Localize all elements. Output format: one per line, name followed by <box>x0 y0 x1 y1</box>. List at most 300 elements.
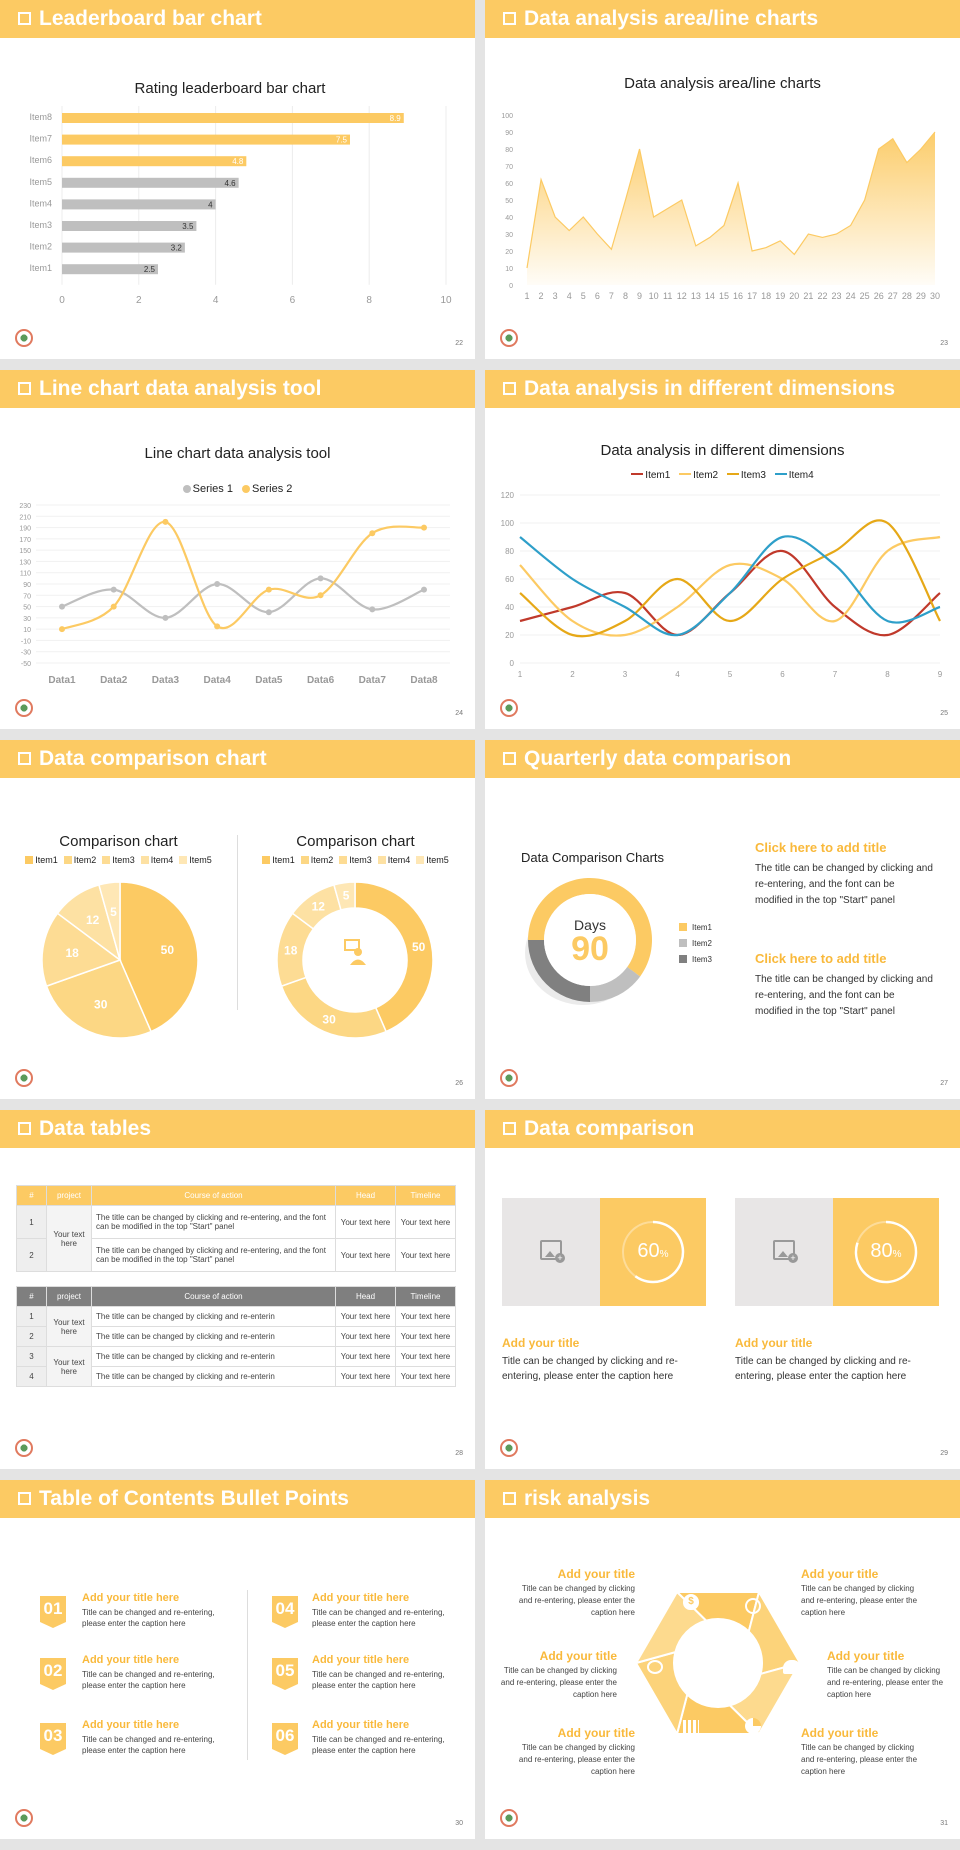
risk-title[interactable]: Add your title <box>827 1649 905 1663</box>
toc-item <box>82 1654 232 1691</box>
y-tick-label: -10 <box>20 638 31 646</box>
block-text: The title can be changed by clicking and re-entering, and the font can be modified in the top "Start" panel <box>755 863 933 906</box>
cell-project: Your text here <box>47 1347 92 1387</box>
legend-swatch <box>339 856 347 864</box>
add-image-icon[interactable]: + <box>540 1240 562 1260</box>
logo-icon <box>15 699 33 717</box>
column-header: Head <box>336 1186 396 1206</box>
x-tick-label: Data5 <box>255 675 283 686</box>
data-point <box>369 530 375 536</box>
data-point <box>162 615 168 621</box>
slide-title: Data comparison <box>524 1117 695 1140</box>
x-tick-label: 4 <box>212 294 219 306</box>
series-line <box>520 520 940 636</box>
chart-legend <box>679 920 715 968</box>
cell-project: Your text here <box>47 1206 92 1272</box>
legend-swatch <box>378 856 386 864</box>
column-header: # <box>17 1287 47 1307</box>
logo-icon <box>15 1439 33 1457</box>
page-number: 31 <box>940 1820 948 1827</box>
card-title[interactable]: Add your title <box>502 1336 580 1350</box>
cell-timeline: Your text here <box>396 1347 456 1367</box>
risk-title[interactable]: Add your title <box>801 1726 879 1740</box>
legend-item <box>679 952 715 968</box>
toc-title[interactable]: Add your title here <box>312 1719 410 1731</box>
x-tick-label: 23 <box>831 291 842 301</box>
x-tick-label: 19 <box>775 291 786 301</box>
legend-item <box>631 470 670 481</box>
risk-title[interactable]: Add your title <box>801 1567 879 1581</box>
cell-number: 1 <box>17 1206 47 1239</box>
coins-icon <box>745 1598 761 1614</box>
column-header: # <box>17 1186 47 1206</box>
y-tick-label: Item2 <box>29 241 52 252</box>
cell-action: The title can be changed by clicking and re-enterin <box>92 1367 336 1387</box>
cell-action: The title can be changed by clicking and re-entering, and the font can be modified in the top "Start" panel <box>92 1206 336 1239</box>
y-tick-label: 70 <box>505 164 513 171</box>
checkbox-icon <box>18 382 31 395</box>
legend-label: Item4 <box>788 470 814 481</box>
slide-title: Leaderboard bar chart <box>39 7 262 30</box>
bar <box>62 135 350 145</box>
legend-item <box>727 470 766 481</box>
x-tick-label: 8 <box>622 291 628 301</box>
add-image-icon[interactable]: + <box>773 1240 795 1260</box>
legend-swatch <box>262 856 270 864</box>
legend-label: Series 1 <box>192 483 233 495</box>
legend-label: Item3 <box>692 955 713 964</box>
data-point <box>214 623 220 629</box>
text-block <box>755 951 935 1020</box>
y-tick-label: 20 <box>505 631 514 640</box>
x-tick-label: 24 <box>845 291 856 301</box>
series-line <box>62 522 424 629</box>
x-tick-label: Data4 <box>203 675 231 686</box>
days-value: 90 <box>571 930 609 968</box>
chart-legend <box>485 470 960 481</box>
data-point <box>421 525 427 531</box>
y-tick-label: 190 <box>19 525 31 533</box>
slide-22[interactable] <box>0 0 475 359</box>
x-tick-label: Data8 <box>410 675 438 686</box>
slide-title: Data analysis in different dimensions <box>524 377 896 400</box>
risk-caption: Title can be changed by clicking and re-entering, please enter the caption here <box>827 1666 944 1699</box>
risk-caption: Title can be changed by clicking and re-entering, please enter the caption here <box>518 1743 635 1776</box>
y-tick-label: -50 <box>20 661 31 668</box>
toc-title[interactable]: Add your title here <box>82 1719 180 1731</box>
legend-swatch <box>183 485 191 493</box>
legend-label: Item5 <box>189 855 212 865</box>
bar <box>62 113 404 123</box>
checkbox-icon <box>18 1492 31 1505</box>
legend-label: Series 2 <box>252 483 293 495</box>
slide-title: Line chart data analysis tool <box>39 377 322 400</box>
legend-item <box>102 855 135 865</box>
block-text: The title can be changed by clicking and re-entering, and the font can be modified in the top "Start" panel <box>755 974 933 1017</box>
x-tick-label: 9 <box>637 291 643 301</box>
risk-item <box>515 1727 635 1778</box>
legend-swatch <box>64 856 72 864</box>
line-chart <box>0 500 475 700</box>
x-tick-label: 26 <box>873 291 884 301</box>
x-tick-label: 1 <box>517 670 523 679</box>
legend-swatch <box>679 473 691 475</box>
cell-project: Your text here <box>47 1307 92 1347</box>
logo-icon <box>500 1069 518 1087</box>
comparison-card-2 <box>735 1198 939 1306</box>
data-point <box>59 604 65 610</box>
legend-item <box>25 855 58 865</box>
x-tick-label: 22 <box>817 291 828 301</box>
checkbox-icon <box>503 1122 516 1135</box>
cell-head: Your text here <box>336 1347 396 1367</box>
legend-label: Item3 <box>349 855 372 865</box>
slide-30[interactable] <box>0 1480 475 1839</box>
cell-number: 1 <box>17 1307 47 1327</box>
data-point <box>266 609 272 615</box>
toc-caption: Title can be changed and re-entering, please enter the caption here <box>312 1735 445 1755</box>
x-tick-label: 30 <box>929 291 941 301</box>
y-tick-label: 90 <box>505 130 513 137</box>
y-tick-label: -30 <box>20 649 31 657</box>
checkbox-icon <box>18 752 31 765</box>
block-title[interactable]: Click here to add title <box>755 951 887 966</box>
slide-title: Data analysis area/line charts <box>524 7 819 30</box>
cell-number: 2 <box>17 1327 47 1347</box>
legend-swatch <box>141 856 149 864</box>
cell-number: 4 <box>17 1367 47 1387</box>
y-tick-label: Item8 <box>29 112 52 122</box>
slide-27[interactable] <box>485 740 960 1099</box>
slide-29[interactable] <box>485 1110 960 1469</box>
legend-label: Item2 <box>692 939 713 948</box>
toc-title[interactable]: Add your title here <box>82 1654 180 1666</box>
column-header: Course of action <box>92 1287 336 1307</box>
toc-title[interactable]: Add your title here <box>312 1654 410 1666</box>
page-number: 29 <box>940 1450 948 1457</box>
percent-panel <box>833 1198 939 1306</box>
risk-item <box>801 1727 921 1778</box>
y-tick-label: 50 <box>23 604 31 612</box>
data-table-2 <box>16 1286 456 1387</box>
column-header: project <box>47 1287 92 1307</box>
logo-icon <box>15 1809 33 1827</box>
legend-swatch <box>679 939 687 947</box>
y-tick-label: 230 <box>19 503 31 510</box>
data-label: 3.2 <box>170 243 182 253</box>
percent-panel <box>600 1198 706 1306</box>
legend-item <box>141 855 174 865</box>
legend-swatch <box>416 856 424 864</box>
bar <box>62 178 239 188</box>
legend-label: Item2 <box>693 470 719 481</box>
risk-caption: Title can be changed by clicking and re-entering, please enter the caption here <box>801 1743 918 1776</box>
y-tick-label: Item4 <box>29 198 52 209</box>
card-text-1 <box>502 1336 712 1384</box>
toc-title[interactable]: Add your title here <box>82 1592 180 1604</box>
y-tick-label: 150 <box>19 548 31 556</box>
x-tick-label: 5 <box>580 291 586 301</box>
slide-28[interactable] <box>0 1110 475 1469</box>
x-tick-label: 3 <box>552 291 558 301</box>
slide-header <box>0 1110 475 1148</box>
y-tick-label: 110 <box>19 570 31 578</box>
data-label: 7.5 <box>335 135 347 145</box>
x-tick-label: 3 <box>622 670 628 679</box>
cell-action: The title can be changed by clicking and re-enterin <box>92 1347 336 1367</box>
cell-head: Your text here <box>336 1239 396 1272</box>
percent-number: 60 <box>637 1240 660 1262</box>
bar-chart <box>0 100 475 320</box>
page-number: 25 <box>940 710 948 717</box>
x-tick-label: 4 <box>675 670 680 679</box>
chart-title-left: Comparison chart <box>59 833 178 850</box>
legend-swatch <box>179 856 187 864</box>
y-tick-label: 210 <box>19 514 31 522</box>
x-tick-label: 11 <box>663 291 673 301</box>
y-tick-label: 0 <box>509 283 513 290</box>
cell-action: The title can be changed by clicking and re-entering, and the font can be modified in the top "Start" panel <box>92 1239 336 1272</box>
card-caption: Title can be changed by clicking and re-entering, please enter the caption here <box>735 1356 911 1382</box>
y-tick-label: 50 <box>505 198 513 205</box>
slide-header <box>485 1110 960 1148</box>
legend-item <box>301 855 334 865</box>
legend-label: Item4 <box>387 855 411 865</box>
toc-item <box>312 1592 462 1629</box>
logo-icon <box>500 1439 518 1457</box>
x-tick-label: Data1 <box>48 675 76 686</box>
image-placeholder[interactable] <box>735 1198 833 1306</box>
legend-label: Item1 <box>35 855 58 865</box>
table-row <box>17 1307 456 1327</box>
legend-item <box>416 855 449 865</box>
toc-item <box>82 1719 232 1756</box>
data-point <box>266 587 272 593</box>
x-tick-label: 6 <box>594 291 600 301</box>
page-number: 23 <box>940 340 948 347</box>
x-tick-label: 8 <box>885 670 890 679</box>
x-tick-label: 27 <box>887 291 898 301</box>
y-tick-label: 40 <box>505 215 513 222</box>
slide-header <box>0 0 475 38</box>
cell-head: Your text here <box>336 1307 396 1327</box>
cell-action: The title can be changed by clicking and re-enterin <box>92 1327 336 1347</box>
chart-legend-right <box>237 855 474 865</box>
page-number: 27 <box>940 1080 948 1087</box>
chart-title: Data analysis in different dimensions <box>600 442 845 459</box>
y-tick-label: 80 <box>505 547 514 556</box>
legend-swatch <box>102 856 110 864</box>
cycle-center <box>676 1621 760 1705</box>
x-tick-label: 14 <box>704 291 715 301</box>
percent-sign: % <box>659 1249 669 1260</box>
slice-label: 50 <box>411 939 426 954</box>
toc-item <box>312 1719 462 1756</box>
y-tick-label: 40 <box>505 603 514 612</box>
logo-icon <box>500 329 518 347</box>
percent-value <box>833 1240 939 1263</box>
risk-caption: Title can be changed by clicking and re-entering, please enter the caption here <box>518 1584 635 1617</box>
logo-icon <box>15 1069 33 1087</box>
slice-label: 30 <box>322 1012 336 1027</box>
y-tick-label: 80 <box>505 147 513 154</box>
multi-line-chart <box>485 485 960 700</box>
cell-timeline: Your text here <box>396 1206 456 1239</box>
slide-header <box>485 0 960 38</box>
y-tick-label: 170 <box>19 536 31 544</box>
team-icon <box>783 1660 801 1674</box>
checkbox-icon <box>503 752 516 765</box>
checkbox-icon <box>503 382 516 395</box>
chart-title: Rating leaderboard bar chart <box>134 80 326 97</box>
slide-title: risk analysis <box>524 1487 651 1510</box>
legend-label: Item2 <box>73 855 97 865</box>
logo-icon <box>500 1809 518 1827</box>
page-number: 30 <box>455 1820 463 1827</box>
page-number: 22 <box>455 340 463 347</box>
moneybag-icon: $ <box>683 1594 699 1610</box>
toc-caption: Title can be changed and re-entering, please enter the caption here <box>82 1608 215 1628</box>
x-tick-label: 8 <box>366 294 372 306</box>
image-placeholder[interactable] <box>502 1198 600 1306</box>
cell-timeline: Your text here <box>396 1239 456 1272</box>
legend-item <box>679 470 718 481</box>
data-point <box>214 581 220 587</box>
risk-item <box>827 1650 947 1701</box>
days-label: Days <box>574 917 606 933</box>
area-chart <box>485 105 960 310</box>
handshake-icon <box>647 1660 663 1674</box>
legend-swatch <box>25 856 33 864</box>
y-tick-label: 120 <box>500 491 514 500</box>
y-tick-label: Item7 <box>29 133 52 144</box>
x-tick-label: 17 <box>747 291 758 301</box>
x-tick-label: 1 <box>524 291 530 301</box>
slide-header <box>485 370 960 408</box>
legend-item <box>179 855 212 865</box>
y-tick-label: 130 <box>19 559 31 567</box>
y-tick-label: 10 <box>23 627 31 635</box>
data-point <box>318 592 324 598</box>
slice-label: 12 <box>85 913 100 928</box>
data-point <box>111 604 117 610</box>
x-tick-label: 12 <box>676 291 687 301</box>
legend-item <box>378 855 411 865</box>
table-header-row <box>17 1287 456 1307</box>
data-point <box>59 626 65 632</box>
block-title[interactable]: Click here to add title <box>755 840 887 855</box>
risk-title[interactable]: Add your title <box>539 1649 617 1663</box>
risk-caption: Title can be changed by clicking and re-entering, please enter the caption here <box>500 1666 617 1699</box>
percent-number: 80 <box>870 1240 893 1262</box>
column-header: Course of action <box>92 1186 336 1206</box>
card-title[interactable]: Add your title <box>735 1336 813 1350</box>
data-point <box>369 606 375 612</box>
x-tick-label: 16 <box>733 291 744 301</box>
page-number: 28 <box>455 1450 463 1457</box>
x-tick-label: Data7 <box>358 675 386 686</box>
slice-label: 5 <box>110 905 117 920</box>
chart-legend <box>0 483 475 495</box>
x-tick-label: 7 <box>832 670 838 679</box>
toc-number-badge: 04 <box>272 1596 298 1622</box>
data-point <box>318 575 324 581</box>
x-tick-label: 10 <box>648 291 659 301</box>
legend-item <box>679 920 715 936</box>
legend-item <box>64 855 97 865</box>
slice-label: 18 <box>284 943 298 958</box>
x-tick-label: 29 <box>915 291 926 301</box>
data-label: 4 <box>208 200 213 210</box>
percent-value <box>600 1240 706 1263</box>
toc-caption: Title can be changed and re-entering, please enter the caption here <box>312 1608 445 1628</box>
chart-title: Data analysis area/line charts <box>624 75 821 92</box>
x-tick-label: Data2 <box>100 675 128 686</box>
slice-label: 18 <box>65 945 79 960</box>
toc-number-badge: 06 <box>272 1723 298 1749</box>
legend-item <box>242 483 292 495</box>
x-tick-label: 5 <box>727 670 733 679</box>
legend-label: Item1 <box>272 855 295 865</box>
legend-item <box>183 483 233 495</box>
cell-head: Your text here <box>336 1327 396 1347</box>
slide-31[interactable] <box>485 1480 960 1839</box>
x-tick-label: Data3 <box>151 675 180 686</box>
x-tick-label: 15 <box>718 291 729 301</box>
page-number: 26 <box>455 1080 463 1087</box>
data-point <box>162 519 168 525</box>
legend-swatch <box>679 923 687 931</box>
legend-swatch <box>727 473 739 475</box>
data-point <box>111 587 117 593</box>
x-tick-label: 2 <box>570 670 575 679</box>
slide-25[interactable] <box>485 370 960 729</box>
data-label: 4.8 <box>232 157 244 167</box>
data-point <box>421 587 427 593</box>
slide-26[interactable] <box>0 740 475 1099</box>
slice-label: 5 <box>342 888 350 903</box>
y-tick-label: 90 <box>23 582 31 589</box>
card-text-2 <box>735 1336 945 1384</box>
toc-caption: Title can be changed and re-entering, please enter the caption here <box>82 1670 215 1690</box>
toc-divider <box>247 1590 248 1760</box>
legend-item <box>679 936 715 952</box>
checkbox-icon <box>18 1122 31 1135</box>
logo-icon <box>500 699 518 717</box>
slide-24[interactable] <box>0 370 475 729</box>
percent-sign: % <box>892 1249 902 1260</box>
x-tick-label: Data6 <box>306 675 335 686</box>
slide-23[interactable] <box>485 0 960 359</box>
risk-title[interactable]: Add your title <box>557 1567 635 1581</box>
data-label: 4.6 <box>224 178 236 188</box>
toc-number-badge: 05 <box>272 1658 298 1684</box>
column-header: project <box>47 1186 92 1206</box>
x-tick-label: 28 <box>901 291 912 301</box>
legend-label: Item1 <box>692 923 713 932</box>
chart-title: Line chart data analysis tool <box>144 445 331 462</box>
x-tick-label: 10 <box>440 294 452 306</box>
slice-label: 30 <box>94 997 108 1012</box>
x-tick-label: 6 <box>780 670 785 679</box>
toc-title[interactable]: Add your title here <box>312 1592 410 1604</box>
cell-number: 2 <box>17 1239 47 1272</box>
pie-slice <box>282 977 387 1038</box>
y-tick-label: 0 <box>509 659 514 668</box>
cell-head: Your text here <box>336 1367 396 1387</box>
risk-title[interactable]: Add your title <box>557 1726 635 1740</box>
x-tick-label: 2 <box>538 291 544 301</box>
